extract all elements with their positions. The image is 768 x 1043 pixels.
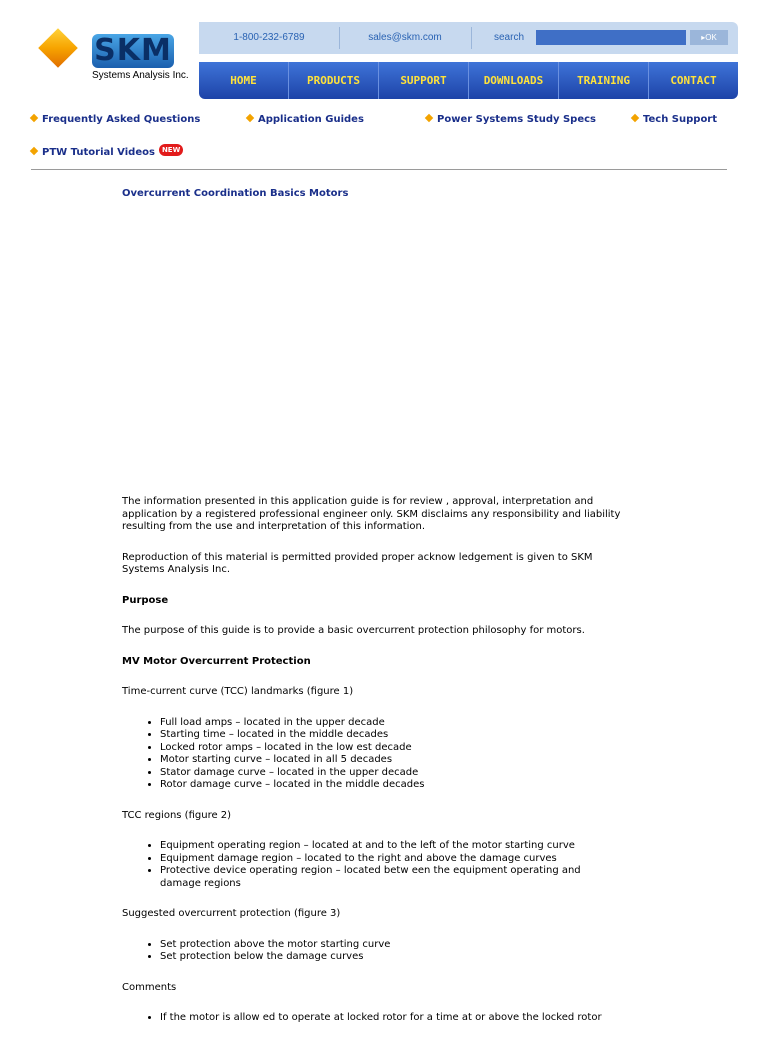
comments-list [122, 1012, 622, 1025]
quicklink-application-guides[interactable]: Application Guides [247, 114, 364, 125]
diamond-bullet-icon [30, 147, 38, 155]
list-item: • Stator damage curve – located in the upper decade [160, 767, 622, 780]
search-label: search [493, 32, 524, 43]
main-nav [199, 62, 738, 99]
phone-number: 1-800-232-6789 [233, 32, 305, 43]
email-link[interactable]: sales@skm.com [368, 32, 442, 43]
page-title: Overcurrent Coordination Basics Motors [122, 188, 349, 199]
nav-home[interactable]: HOME [199, 62, 289, 99]
diamond-bullet-icon [30, 114, 38, 122]
list-item: • Motor starting curve – located in all 5 decades [160, 754, 622, 767]
landmarks-intro: Time-current curve (TCC) landmarks (figure 1) [122, 686, 354, 697]
search-input[interactable] [536, 30, 686, 45]
divider [471, 27, 472, 49]
logo-diamond-icon [38, 28, 78, 68]
diamond-bullet-icon [246, 114, 254, 122]
list-item: • Protective device operating region – located betw een the equipment operating and damage regions [160, 865, 622, 890]
disclaimer-text: The information presented in this application guide is for review , approval, interpretation and application by a registered professional engineer only. SKM disclaims any responsibility and liability resulting from the use and interpretation of this information. [122, 496, 621, 532]
reproduction-text: Reproduction of this material is permitted provided proper acknow ledgement is given to SKM Systems Analysis Inc. [122, 551, 593, 575]
diamond-bullet-icon [631, 114, 639, 122]
search-go-button[interactable]: ▸OK [690, 30, 728, 45]
purpose-text: The purpose of this guide is to provide a basic overcurrent protection philosophy for motors. [122, 625, 585, 636]
list-item: • Equipment damage region – located to the right and above the damage curves [160, 853, 622, 866]
list-item: • If the motor is allow ed to operate at locked rotor for a time at or above the locked rotor [160, 1012, 622, 1025]
quicklink-faq[interactable]: Frequently Asked Questions [31, 114, 200, 125]
list-item: • Locked rotor amps – located in the low est decade [160, 742, 622, 755]
list-item: • Set protection above the motor starting curve [160, 939, 622, 952]
nav-support[interactable]: SUPPORT [379, 62, 469, 99]
list-item: • Starting time – located in the middle decades [160, 729, 622, 742]
quicklink-tech-support[interactable]: Tech Support [632, 114, 717, 125]
diamond-bullet-icon [425, 114, 433, 122]
nav-contact[interactable]: CONTACT [670, 74, 717, 87]
new-badge: NEW [159, 144, 183, 156]
regions-intro: TCC regions (figure 2) [122, 809, 232, 821]
nav-training[interactable]: TRAINING [559, 62, 649, 99]
quicklink-study-specs[interactable]: Power Systems Study Specs [426, 114, 596, 125]
suggested-intro: Suggested overcurrent protection (figure 3) [122, 908, 341, 919]
quicklink-tutorial-videos[interactable]: PTW Tutorial Videos NEW [31, 147, 183, 159]
nav-downloads[interactable]: DOWNLOADS [469, 62, 559, 99]
header-divider [31, 169, 727, 170]
contact-bar [199, 22, 738, 54]
nav-products[interactable]: PRODUCTS [289, 62, 379, 99]
comments-heading: Comments [122, 981, 177, 993]
logo-subtitle: Systems Analysis Inc. [92, 70, 189, 81]
purpose-heading: Purpose [122, 594, 169, 606]
list-item: • Equipment operating region – located at and to the left of the motor starting curve [160, 840, 622, 853]
logo-letters: SKM [92, 34, 174, 68]
regions-list [122, 840, 622, 890]
list-item: • Rotor damage curve – located in the middle decades [160, 779, 622, 792]
skm-logo[interactable] [40, 28, 190, 88]
list-item: • Set protection below the damage curves [160, 951, 622, 964]
landmarks-list [122, 717, 622, 792]
article-body [122, 496, 622, 1043]
list-item: • Full load amps – located in the upper decade [160, 717, 622, 730]
mv-heading: MV Motor Overcurrent Protection [122, 655, 311, 667]
play-arrow-icon: ▸ [701, 33, 706, 42]
suggested-list [122, 939, 622, 964]
